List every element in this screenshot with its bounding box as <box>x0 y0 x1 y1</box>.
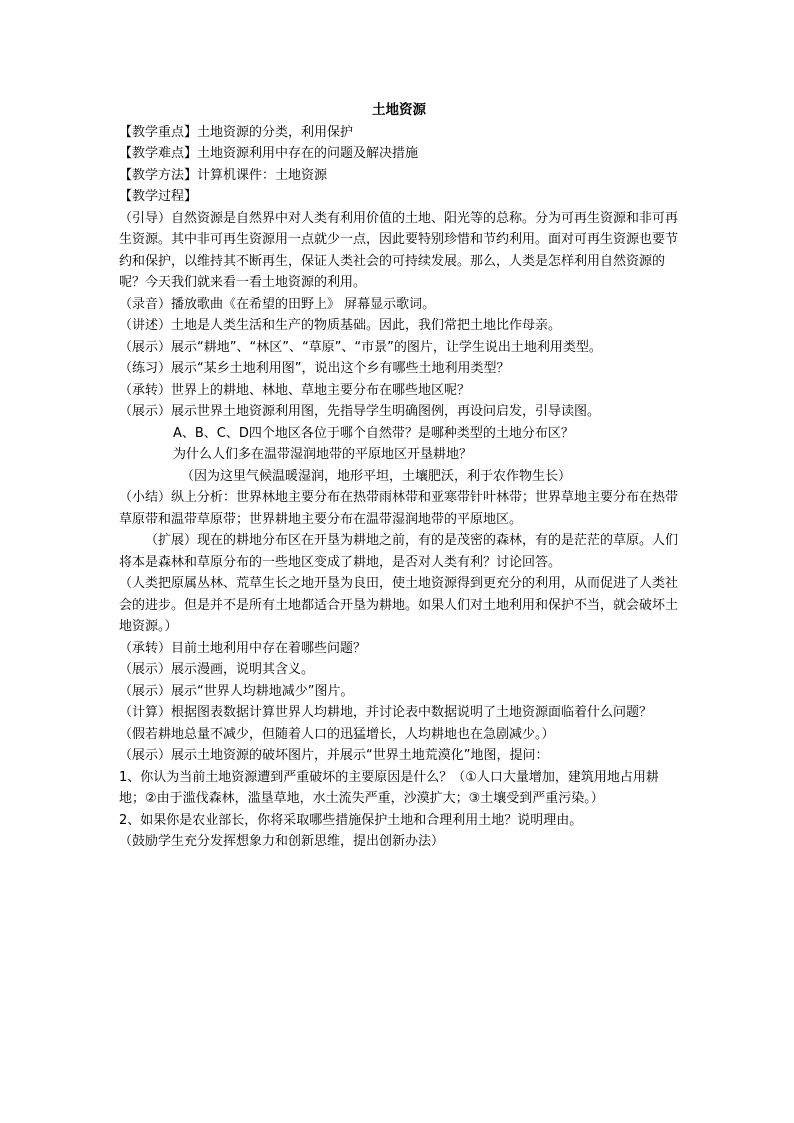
paragraph-narration: （讲述）土地是人类生活和生产的物质基础。因此，我们常把土地比作母亲。 <box>119 318 562 333</box>
paragraph-summary: （小结）纵上分析：世界林地主要分布在热带雨林带和亚寒带针叶林带；世界草地主要分布在热带草原带和温带草原带；世界耕地主要分布在温带湿润地带的平原地区。 <box>119 490 679 527</box>
paragraph-show-map: （展示）展示世界土地资源利用图，先指导学生明确图例，再设问启发，引导读图。 <box>119 404 601 419</box>
document-page <box>119 100 679 853</box>
question-1: 1、你认为当前土地资源遭到严重破坏的主要原因是什么？（①人口大量增加，建筑用地占用耕地；②由于滥伐森林，滥垦草地，水土流失严重，沙漠扩大；③土壤受到严重污染。） <box>119 769 659 806</box>
paragraph-show-damage: （展示）展示土地资源的破坏图片，并展示“世界土地荒漠化”地图，提问： <box>119 748 549 763</box>
paragraph-show-images: （展示）展示“耕地”、“林区”、“草原”、“市景”的图片，让学生说出土地利用类型。 <box>119 339 602 355</box>
paragraph-transition: （承转）世界上的耕地、林地、草地主要分布在哪些地区呢？ <box>119 382 471 398</box>
key-points: 【教学重点】土地资源的分类，利用保护 <box>119 124 354 140</box>
paragraph-extension: （扩展）现在的耕地分布区在开垦为耕地之前，有的是茂密的森林，有的是茫茫的草原。人们将本是森林和草原分布的一些地区变成了耕地，是否对人类有利？讨论回答。 <box>119 533 679 570</box>
question-why: 为什么人们多在温带湿润地带的平原地区开垦耕地？ <box>173 447 473 462</box>
paragraph-extension-answer: （人类把原属丛林、荒草生长之地开垦为良田，使土地资源得到更充分的利用，从而促进了人类社会的进步。但是并不是所有土地都适合开垦为耕地。如果人们对土地利用和保护不当，就会破坏土地资源。） <box>119 576 679 634</box>
paragraph-show-farmland: （展示）展示“世界人均耕地减少”图片。 <box>119 683 354 699</box>
paragraph-show-cartoon: （展示）展示漫画，说明其含义。 <box>119 662 315 677</box>
paragraph-recording: （录音）播放歌曲《在希望的田野上》 屏幕显示歌词。 <box>119 296 436 312</box>
paragraph-intro: （引导）自然资源是自然界中对人类有利用价值的土地、阳光等的总称。分为可再生资源和非可再生资源。其中非可再生资源用一点就少一点，因此要特别珍惜和节约利用。面对可再生资源也要节约和保护，以维持其不断再生，保证人类社会的可持续发展。那么，人类是怎样利用自然资源的呢？今天我们就来看一看土地资源的利用。 <box>119 210 679 290</box>
paragraph-exercise: （练习）展示“某乡土地利用图”，说出这个乡有哪些土地利用类型？ <box>119 361 510 376</box>
teaching-process-heading: 【教学过程】 <box>119 189 198 204</box>
question-abcd: A、B、C、D四个地区各位于哪个自然带？是哪种类型的土地分布区？ <box>173 425 574 441</box>
question-2: 2、如果你是农业部长，你将采取哪些措施保护土地和合理利用土地？说明理由。 <box>119 812 583 828</box>
paragraph-calculation: （计算）根据图表数据计算世界人均耕地，并讨论表中数据说明了土地资源面临着什么问题？ <box>119 705 653 720</box>
difficult-points: 【教学难点】土地资源利用中存在的问题及解决措施 <box>119 146 419 161</box>
paragraph-calculation-answer: （假若耕地总量不减少，但随着人口的迅猛增长，人均耕地也在急剧减少。） <box>119 726 555 742</box>
paragraph-transition-problems: （承转）目前土地利用中存在着哪些问题？ <box>119 640 367 656</box>
paragraph-encourage: （鼓励学生充分发挥想象力和创新思维，提出创新办法） <box>119 834 445 849</box>
document-title: 土地资源 <box>372 102 426 118</box>
teaching-method: 【教学方法】计算机课件：土地资源 <box>119 167 328 183</box>
answer-why: （因为这里气候温暖湿润，地形平坦，土壤肥沃，利于农作物生长） <box>181 468 572 484</box>
